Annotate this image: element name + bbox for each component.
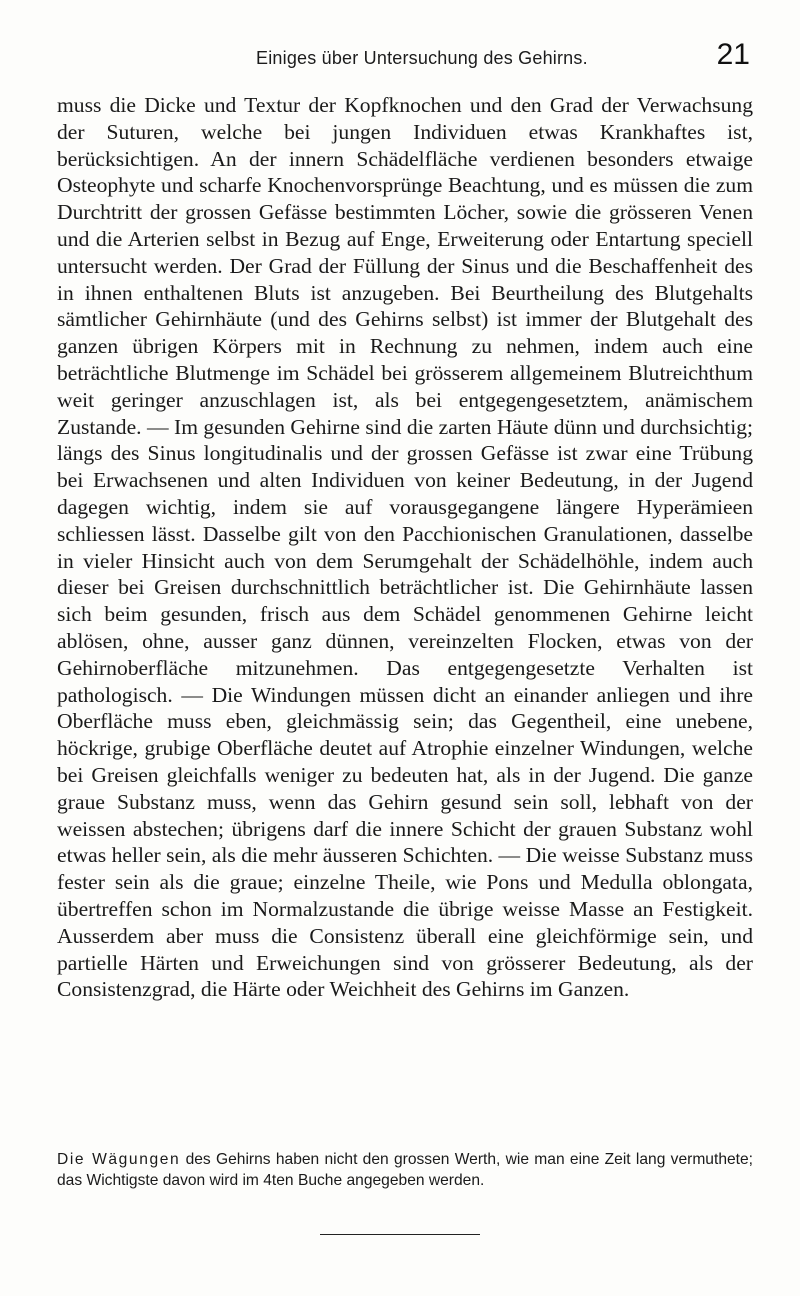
page-number: 21 (716, 38, 750, 71)
paragraph: muss die Dicke und Textur der Kopfknochen und den Grad der Verwachsung der Suturen, welche bei jungen Individuen etwas Krankhaftes ist, berücksichtigen. An der innern Schädelfläche verdienen besonders etwaige Osteophyte und scharfe Knochenvorsprünge Beachtung, und es müssen die zum Durchtritt der grossen Gefässe bestimmten Löcher, sowie die grösseren Venen und die Arterien selbst in Bezug auf Enge, Erweiterung oder Entartung speciell untersucht werden. Der Grad der Füllung der Sinus und die Beschaffenheit des in ihnen enthaltenen Bluts ist anzugeben. Bei Beurtheilung des Blutgehalts sämtlicher Gehirnhäute (und des Gehirns selbst) ist immer der Blutgehalt des ganzen übrigen Körpers mit in Rechnung zu nehmen, indem auch eine beträchtliche Blutmenge im Schädel bei grösserem allgemeinem Blutreichthum weit geringer anzuschlagen ist, als bei entgegengesetztem, anämischem Zustande. — Im gesunden Gehirne sind die zarten Häute dünn und durchsichtig; längs des Sinus longitudinalis und der grossen Gefässe ist zwar eine Trübung bei Erwachsenen und alten Individuen von keiner Bedeutung, in der Jugend dagegen wichtig, indem sie auf vorausgegangene längere Hyperämieen schliessen lässt. Dasselbe gilt von den Pacchionischen Granulationen, dasselbe in vieler Hinsicht auch von dem Serumgehalt der Schädelhöhle, indem auch dieser bei Greisen durchschnittlich beträchtlicher ist. Die Gehirnhäute lassen sich beim gesunden, frisch aus dem Schädel genommenen Gehirne leicht ablösen, ohne, ausser ganz dünnen, vereinzelten Flocken, etwas von der Gehirnoberfläche mitzunehmen. Das entgegengesetzte Verhalten ist pathologisch. — Die Windungen müssen dicht an einander anliegen und ihre Oberfläche muss eben, gleichmässig sein; das Gegentheil, eine unebene, höckrige, grubige Oberfläche deutet auf Atrophie einzelner Windungen, welche bei Greisen gleichfalls weniger zu bedeuten hat, als in der Jugend. Die ganze graue Substanz muss, wenn das Gehirn gesund sein soll, lebhaft von der weissen abstechen; übrigens darf die innere Schicht der grauen Substanz wohl etwas heller sein, als die mehr äusseren Schichten. — Die weisse Substanz muss fester sein als die graue; einzelne Theile, wie Pons und Medulla oblongata, übertreffen schon im Normalzustande die übrige weisse Masse an Festigkeit. Ausserdem aber muss die Consistenz überall eine gleichförmige sein, und partielle Härten und Erweichungen sind von grösserer Bedeutung, als der Consistenzgrad, die Härte oder Weichheit des Gehirns im Ganzen. (57, 93, 753, 1002)
footnote (57, 1150, 753, 1191)
footnote-divider (320, 1234, 480, 1235)
main-text (57, 92, 753, 1003)
running-title: Einiges über Untersuchung des Gehirns. (256, 48, 588, 68)
footnote-text: des Gehirns haben nicht den grossen Werth, wie man eine Zeit lang vermuthete; das Wichtigste davon wird im 4ten Buche angegeben werden. (57, 1151, 753, 1189)
running-head (60, 38, 750, 82)
footnote-lead: Die Wägungen (57, 1151, 181, 1168)
